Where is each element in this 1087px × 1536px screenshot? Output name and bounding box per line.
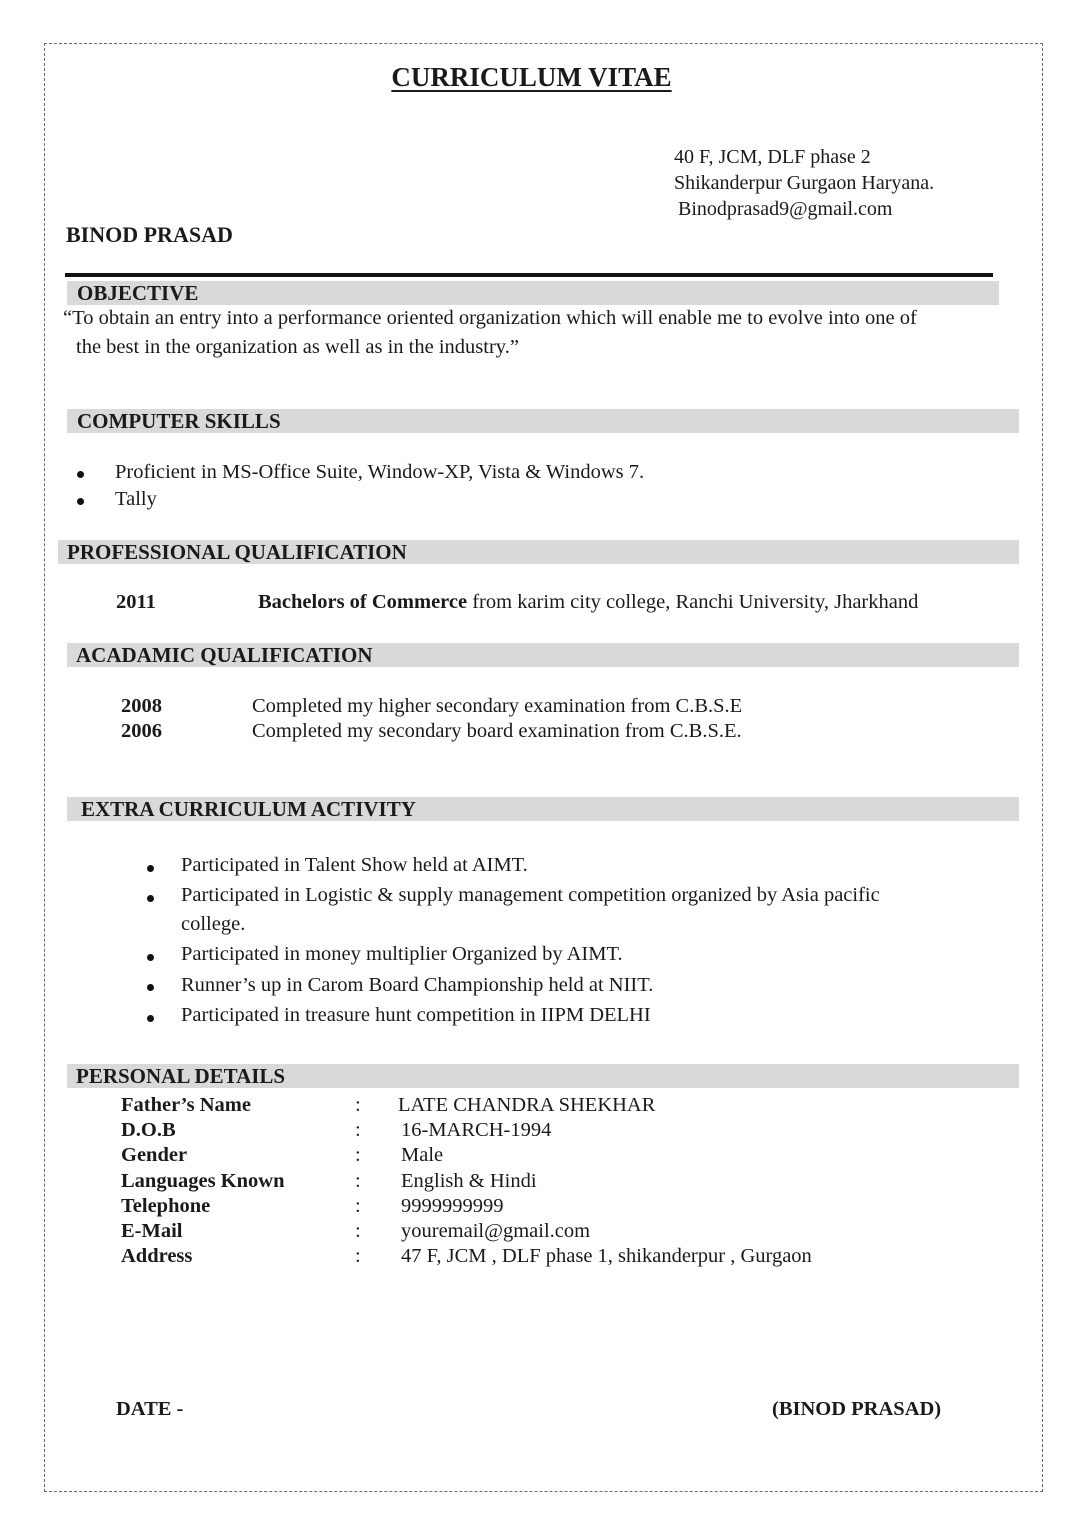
objective-line-2: the best in the organization as well as in the industry.” <box>76 336 519 358</box>
personal-separator: : <box>355 1170 361 1192</box>
academic-year: 2006 <box>121 720 162 742</box>
bullet-icon <box>147 954 154 961</box>
extra-heading: EXTRA CURRICULUM ACTIVITY <box>81 797 416 821</box>
bullet-icon <box>77 471 84 478</box>
academic-heading: ACADAMIC QUALIFICATION <box>76 643 373 667</box>
professional-entry <box>258 591 918 614</box>
bullet-icon <box>147 1015 154 1022</box>
personal-heading: PERSONAL DETAILS <box>76 1064 286 1088</box>
personal-value: Male <box>401 1144 444 1166</box>
professional-degree: Bachelors of Commerce <box>258 591 468 613</box>
activity-item-continuation: college. <box>181 913 246 935</box>
professional-details: from karim city college, Ranchi University, Jharkhand <box>467 591 919 613</box>
date-label: DATE - <box>116 1398 184 1420</box>
personal-label: E-Mail <box>121 1220 183 1242</box>
document-title: CURRICULUM VITAE <box>391 62 672 92</box>
header-rule <box>65 273 993 277</box>
professional-year: 2011 <box>116 591 156 613</box>
academic-year: 2008 <box>121 695 162 717</box>
personal-label: Address <box>121 1245 193 1267</box>
personal-separator: : <box>355 1220 361 1242</box>
personal-label: D.O.B <box>121 1119 176 1141</box>
activity-item: Participated in Talent Show held at AIMT. <box>181 854 528 876</box>
objective-heading: OBJECTIVE <box>77 281 199 305</box>
bullet-icon <box>77 498 84 505</box>
personal-separator: : <box>355 1144 361 1166</box>
computer-skills-heading: COMPUTER SKILLS <box>77 409 281 433</box>
address-line-1: 40 F, JCM, DLF phase 2 <box>674 146 871 168</box>
personal-value: 47 F, JCM , DLF phase 1, shikanderpur , Gurgaon <box>401 1245 812 1267</box>
bullet-icon <box>147 984 154 991</box>
skill-item: Tally <box>115 488 157 510</box>
personal-label: Father’s Name <box>121 1094 251 1116</box>
personal-value: youremail@gmail.com <box>401 1220 591 1242</box>
personal-value: 16-MARCH-1994 <box>401 1119 552 1141</box>
academic-text: Completed my higher secondary examination from C.B.S.E <box>252 695 743 717</box>
personal-label: Languages Known <box>121 1170 285 1192</box>
signature-name: (BINOD PRASAD) <box>772 1398 942 1420</box>
personal-value: LATE CHANDRA SHEKHAR <box>398 1094 656 1116</box>
personal-separator: : <box>355 1195 361 1217</box>
address-line-2: Shikanderpur Gurgaon Haryana. <box>674 172 935 194</box>
personal-label: Telephone <box>121 1195 211 1217</box>
skill-item: Proficient in MS-Office Suite, Window-XP, Vista & Windows 7. <box>115 461 645 483</box>
activity-item: Participated in Logistic & supply management competition organized by Asia pacific <box>181 884 880 906</box>
page-border <box>44 43 1043 1492</box>
activity-item: Runner’s up in Carom Board Championship held at NIIT. <box>181 974 654 996</box>
personal-value: English & Hindi <box>401 1170 537 1192</box>
objective-line-1: “To obtain an entry into a performance oriented organization which will enable me to evolve into one of <box>63 307 917 329</box>
academic-text: Completed my secondary board examination from C.B.S.E. <box>252 720 742 742</box>
objective-band <box>67 281 999 305</box>
candidate-name: BINOD PRASAD <box>66 222 233 247</box>
bullet-icon <box>147 895 154 902</box>
professional-heading: PROFESSIONAL QUALIFICATION <box>67 540 407 564</box>
personal-value: 9999999999 <box>401 1195 504 1217</box>
personal-separator: : <box>355 1245 361 1267</box>
address-email: Binodprasad9@gmail.com <box>678 198 893 220</box>
personal-label: Gender <box>121 1144 188 1166</box>
activity-item: Participated in treasure hunt competition in IIPM DELHI <box>181 1004 651 1026</box>
personal-separator: : <box>355 1094 361 1116</box>
activity-item: Participated in money multiplier Organized by AIMT. <box>181 943 623 965</box>
bullet-icon <box>147 865 154 872</box>
personal-separator: : <box>355 1119 361 1141</box>
